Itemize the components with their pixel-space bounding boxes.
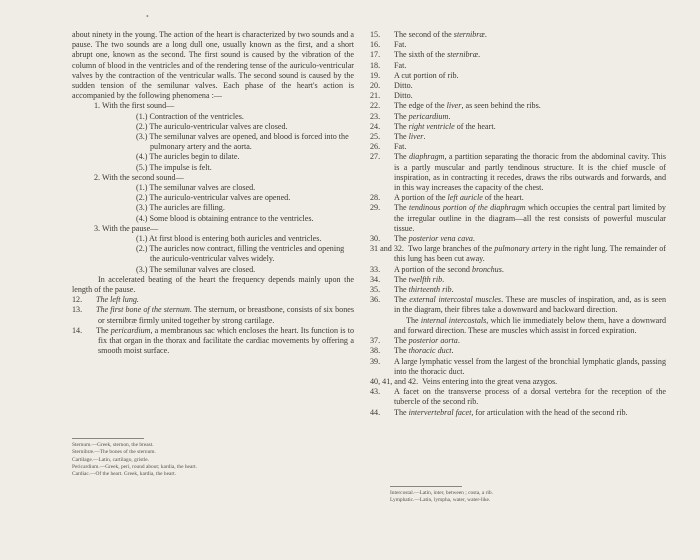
item-text: Ditto. — [394, 91, 413, 101]
item-number: 14. — [72, 325, 83, 335]
para-post: which lie immediately below them, have a downward and forward direction. These are muscles which assist in forced expiration. — [394, 315, 666, 335]
item-label: The first bone of the sternum. — [96, 305, 192, 315]
item-number: 39. — [370, 356, 381, 366]
right-items-b — [370, 336, 666, 418]
numbered-item — [370, 203, 666, 234]
left-footnotes — [72, 442, 302, 478]
item-term: liver — [408, 132, 424, 142]
item-text: The — [394, 234, 409, 244]
item-text: The edge of the — [394, 101, 447, 111]
right-column — [370, 30, 666, 418]
item-term: pulmonary artery — [494, 244, 552, 254]
pause-item: (3.) The semilunar valves are closed. — [136, 264, 256, 274]
item-number: 40, 41, and 42. — [370, 376, 419, 386]
page-mark: • — [146, 12, 149, 21]
item-text: . — [451, 346, 454, 356]
left-column — [72, 30, 354, 357]
numbered-item — [370, 285, 666, 295]
first-sound-item: (2.) The auriculo-ventricular valves are closed. — [136, 121, 288, 131]
footnote: Intercostal.—Latin, inter, between ; costa, a rib. — [390, 490, 493, 496]
numbered-item — [370, 152, 666, 193]
item-number: 25. — [370, 132, 381, 142]
item-number: 24. — [370, 121, 381, 131]
item-text: Fat. — [394, 60, 407, 70]
item-number: 17. — [370, 50, 381, 60]
numbered-item — [370, 71, 666, 81]
item-text: , as seen behind the ribs. — [461, 101, 541, 111]
item-number: 36. — [370, 295, 381, 305]
item-number: 38. — [370, 346, 381, 356]
numbered-item — [370, 377, 666, 387]
numbered-item — [370, 61, 666, 71]
item-term: bronchus — [472, 264, 502, 274]
second-sound-heading: 2. With the second sound— — [94, 172, 184, 182]
numbered-item — [370, 101, 666, 111]
first-sound-item: (3.) The semilunar valves are opened, and blood is forced into the pulmonary artery and the aorta. — [136, 132, 349, 152]
item-text: The — [394, 121, 409, 131]
item-text: The — [394, 203, 409, 213]
right-footnotes — [390, 490, 620, 505]
item-term: tendinous portion of the diaphragm — [408, 203, 526, 213]
footnote: Lymphatic.—Latin, lympha, water, water-like. — [390, 497, 491, 504]
item-text: A facet on the transverse process of a dorsal vertebra for the reception of the tubercle of the second rib. — [394, 387, 666, 407]
accelerated-paragraph: In accelerated beating of the heart the frequency depends mainly upon the length of the pause. — [72, 274, 354, 295]
item-term: thirteenth rib — [408, 285, 452, 295]
item-text: . — [448, 111, 451, 121]
item-number: 20. — [370, 81, 381, 91]
numbered-item — [370, 295, 666, 315]
first-sound-item: (4.) The auricles begin to dilate. — [136, 152, 240, 162]
item-number: 31 and 32. — [370, 244, 404, 254]
item-text: Ditto. — [394, 81, 413, 91]
footnote-rule — [72, 438, 144, 439]
item-term: intervertebral facet — [408, 407, 472, 417]
numbered-item — [370, 132, 666, 142]
numbered-item — [370, 265, 666, 275]
item-text: The — [394, 132, 409, 142]
second-sound-item: (3.) The auricles are filling. — [136, 203, 225, 213]
item-number: 28. — [370, 193, 381, 203]
item-label: pericardium, — [110, 325, 153, 335]
footnote: Sternum.—Greek, sternon, the breast. — [72, 442, 154, 448]
footnote: Pericardium.—Greek, peri, round about; kardia, the heart. — [72, 463, 197, 470]
numbered-item — [370, 142, 666, 152]
item-number: 13. — [72, 305, 83, 315]
item-text: of the heart. — [454, 121, 496, 131]
numbered-item — [370, 193, 666, 203]
item-text: The — [394, 407, 409, 417]
item-text: The second of the — [394, 30, 454, 39]
numbered-item — [370, 408, 666, 418]
item-text: , a partition separating the thoracic from the abdominal cavity. This is a partly muscular and partly tendinous structure. It is the chief muscle of inspiration, as in contracting it recedes, draws the ribs outwards and forwards, and in this way increases the capacity of the chest. — [394, 152, 666, 193]
item-text: which occupies the central part limited by the irregular outline in the diagram—all the rest consists of powerful muscular tissue. — [394, 203, 666, 233]
item-text: The — [394, 295, 410, 305]
item-12 — [72, 295, 354, 305]
item-text: of the heart. — [482, 193, 524, 203]
item-text: a membranous sac which encloses the heart. Its function is to fix that organ in the thorax and facilitate the cardiac movements by offering a smooth moist surface. — [98, 325, 355, 356]
item-number: 19. — [370, 70, 381, 80]
numbered-item — [370, 234, 666, 244]
item-number: 30. — [370, 234, 381, 244]
item-number: 35. — [370, 285, 381, 295]
footnote: Sternibræ.—The bones of the sternum. — [72, 449, 156, 456]
item-number: 37. — [370, 336, 381, 346]
item-text: Veins entering into the great vena azygos. — [422, 376, 558, 386]
item-text: The — [394, 346, 409, 356]
item-label: The left lung. — [96, 295, 139, 305]
item-label-pre: The — [96, 325, 111, 335]
item-text: . — [442, 274, 445, 284]
second-sound-item: (4.) Some blood is obtaining entrance to the ventricles. — [136, 213, 314, 223]
item-number: 43. — [370, 387, 381, 397]
item-term: right ventricle — [408, 121, 455, 131]
item-number: 16. — [370, 40, 381, 50]
item-number: 27. — [370, 152, 381, 162]
item-number: 29. — [370, 203, 381, 213]
numbered-item — [370, 357, 666, 377]
item-text: . — [478, 50, 481, 60]
item-text: The — [394, 336, 409, 346]
intro-paragraph: about ninety in the young. The action of the heart is characterized by two sounds and a pause. The two sounds are a long dull one, usually known as the first, and a short abrupt one, known as the second. The first sound is caused by the vibration of the column of blood in the ventricles and of the rendering tense of the auriculo-ventricular valves by the contraction of the ventricular walls. The second sound is caused by the sudden tension of the semilunar valves. Each phase of the heart's action is accompanied by the following phenomena :— — [72, 30, 354, 101]
item-text: in the right lung. The remainder of this lung has been cut away. — [394, 244, 667, 264]
item-number: 18. — [370, 60, 381, 70]
numbered-item — [370, 346, 666, 356]
item-number: 15. — [370, 30, 381, 39]
pause-heading: 3. With the pause— — [94, 223, 159, 233]
numbered-item — [370, 387, 666, 407]
item-text: . — [451, 285, 454, 295]
numbered-item — [370, 275, 666, 285]
item-text: . — [484, 30, 487, 39]
first-sound-heading: 1. With the first sound— — [94, 101, 175, 111]
item-text: The — [394, 285, 409, 295]
item-term: diaphragm — [408, 152, 445, 162]
item-text: . — [423, 132, 426, 142]
para-pre: The — [406, 315, 421, 325]
item-term: pericardium — [408, 111, 449, 121]
footnote: Cardiac.—Of the heart. Greek, kardia, the heart. — [72, 471, 177, 478]
pause-item: (2.) The auricles now contract, filling the ventricles and opening the auriculo-ventricular valves widely. — [136, 244, 345, 264]
numbered-item — [370, 50, 666, 60]
item-term: left auricle — [447, 193, 483, 203]
item-number: 22. — [370, 101, 381, 111]
item-term: thoracic duct — [408, 346, 452, 356]
item-number: 23. — [370, 111, 381, 121]
numbered-item — [370, 40, 666, 50]
right-items-a — [370, 30, 666, 316]
internal-intercostals-paragraph — [370, 316, 666, 336]
item-text: The — [394, 111, 409, 121]
item-term: twelfth rib — [408, 274, 443, 284]
item-number: 12. — [72, 295, 83, 305]
item-text: A large lymphatic vessel from the largest of the bronchial lymphatic glands, passing into the thoracic duct. — [394, 356, 666, 376]
item-text: Fat. — [394, 40, 407, 50]
footnote-rule — [390, 486, 462, 487]
footnote: Cartilage.—Latin, cartilago, gristle. — [72, 456, 149, 463]
item-text: , for articulation with the head of the second rib. — [471, 407, 628, 417]
item-text: . These are muscles of inspiration, and, as is seen in the diagram, their fibres take a downward and backward direction. — [394, 295, 666, 315]
numbered-item — [370, 112, 666, 122]
para-em: internal intercostals, — [420, 315, 489, 325]
item-text: The — [394, 152, 409, 162]
item-number: 26. — [370, 142, 381, 152]
item-text: The — [394, 274, 409, 284]
numbered-item — [370, 81, 666, 91]
item-number: 44. — [370, 407, 381, 417]
item-term: posterior vena cava — [408, 234, 473, 244]
item-14 — [72, 326, 354, 357]
numbered-item — [370, 244, 666, 264]
item-text: . — [472, 234, 475, 244]
item-text: A portion of the second — [394, 264, 473, 274]
numbered-item — [370, 122, 666, 132]
pause-item: (1.) At first blood is entering both auricles and ventricles. — [136, 234, 322, 244]
second-sound-item: (1.) The semilunar valves are closed. — [136, 183, 256, 193]
item-text: The sixth of the — [394, 50, 448, 60]
item-number: 21. — [370, 91, 381, 101]
numbered-item — [370, 30, 666, 40]
item-term: sternibræ — [453, 30, 485, 39]
item-number: 34. — [370, 274, 381, 284]
item-text: . — [501, 264, 504, 274]
item-text: The sternum, or breastbone, consists of six bones or sternibræ firmly united together by strong cartilage. — [98, 305, 354, 325]
numbered-item — [370, 336, 666, 346]
item-term: external intercostal muscles — [409, 295, 502, 305]
numbered-item — [370, 91, 666, 101]
first-sound-item: (5.) The impulse is felt. — [136, 162, 212, 172]
item-text: Fat. — [394, 142, 407, 152]
item-text: Two large branches of the — [407, 244, 495, 254]
item-term: posterior aorta — [408, 336, 458, 346]
item-text: A cut portion of rib. — [394, 70, 459, 80]
item-13 — [72, 305, 354, 325]
item-text: A portion of the — [394, 193, 448, 203]
item-term: liver — [446, 101, 462, 111]
second-sound-item: (2.) The auriculo-ventricular valves are opened. — [136, 193, 291, 203]
item-number: 33. — [370, 264, 381, 274]
item-term: sternibræ — [447, 50, 479, 60]
item-text: . — [457, 336, 460, 346]
first-sound-item: (1.) Contraction of the ventricles. — [136, 111, 244, 121]
